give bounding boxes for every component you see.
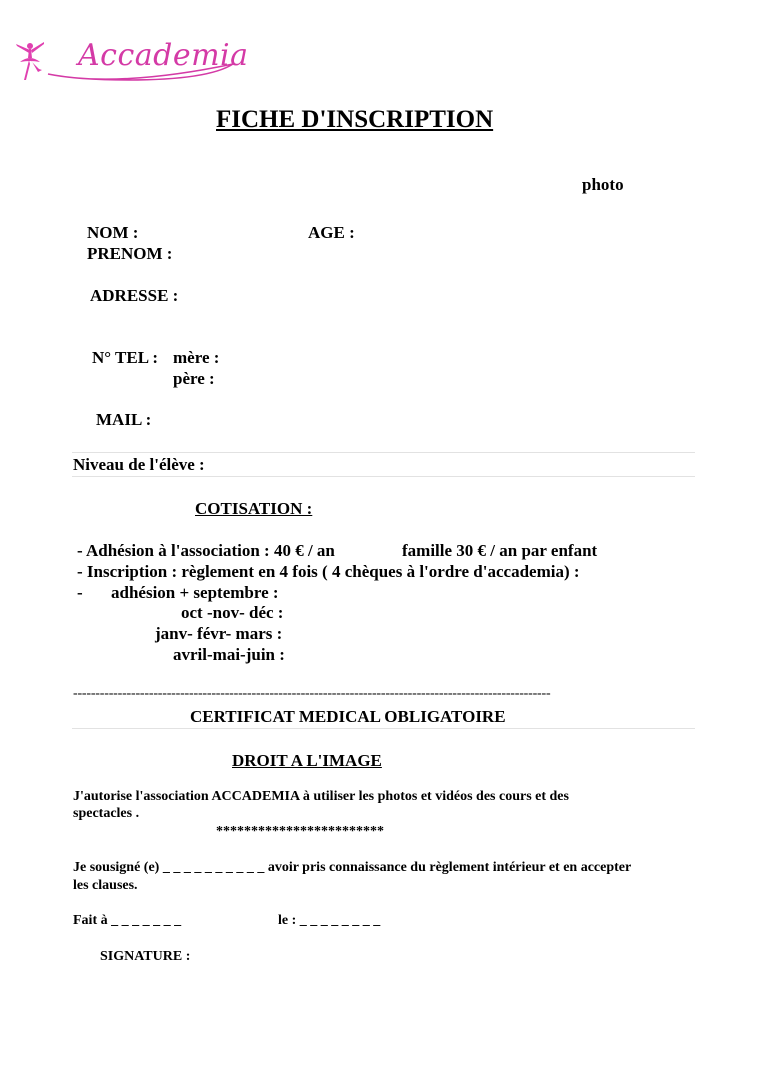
page-title: FICHE D'INSCRIPTION xyxy=(216,106,494,133)
stars-separator: ************************ xyxy=(216,824,384,839)
reglement-line: les clauses. xyxy=(73,878,138,893)
signature-label: SIGNATURE : xyxy=(100,949,191,964)
schedule-item: avril-mai-juin : xyxy=(173,645,285,664)
tel-pere-label: père : xyxy=(173,369,215,388)
certificat-medical: CERTIFICAT MEDICAL OBLIGATOIRE xyxy=(190,707,506,726)
date-field: le : _ _ _ _ _ _ _ _ xyxy=(278,913,381,928)
divider xyxy=(72,476,695,477)
schedule-dash: - xyxy=(77,583,83,602)
logo-wordmark: Accademia xyxy=(78,38,249,73)
adresse-label: ADRESSE : xyxy=(90,286,179,305)
tel-label: N° TEL : xyxy=(92,348,159,367)
schedule-item: janv- févr- mars : xyxy=(155,624,283,643)
droit-image-line: spectacles . xyxy=(73,806,140,821)
divider xyxy=(72,452,695,453)
photo-label: photo xyxy=(582,175,624,194)
tel-mere-label: mère : xyxy=(173,348,220,367)
droit-image-heading: DROIT A L'IMAGE xyxy=(232,751,382,770)
divider xyxy=(72,728,695,729)
schedule-item: adhésion + septembre : xyxy=(111,583,279,602)
ballerina-icon xyxy=(16,42,44,80)
cotisation-heading: COTISATION : xyxy=(195,499,313,518)
droit-image-line: J'autorise l'association ACCADEMIA à utiliser les photos et vidéos des cours et des xyxy=(73,789,569,804)
prenom-label: PRENOM : xyxy=(87,244,173,263)
fait-a-field: Fait à _ _ _ _ _ _ _ xyxy=(73,913,182,928)
mail-label: MAIL : xyxy=(96,410,152,429)
adhesion-line: - Adhésion à l'association : 40 € / an xyxy=(77,541,335,560)
dash-separator: ----------------------------------------------------------------------------------------------------------- xyxy=(73,686,551,701)
reglement-line: Je sousigné (e) _ _ _ _ _ _ _ _ _ _ avoir pris connaissance du règlement intérieur et en accepter xyxy=(73,860,632,875)
inscription-line: - Inscription : règlement en 4 fois ( 4 chèques à l'ordre d'accademia) : xyxy=(77,562,580,581)
schedule-item: oct -nov- déc : xyxy=(181,603,284,622)
famille-line: famille 30 € / an par enfant xyxy=(402,541,598,560)
niveau-label: Niveau de l'élève : xyxy=(73,455,205,474)
nom-label: NOM : xyxy=(87,223,139,242)
age-label: AGE : xyxy=(308,223,355,242)
